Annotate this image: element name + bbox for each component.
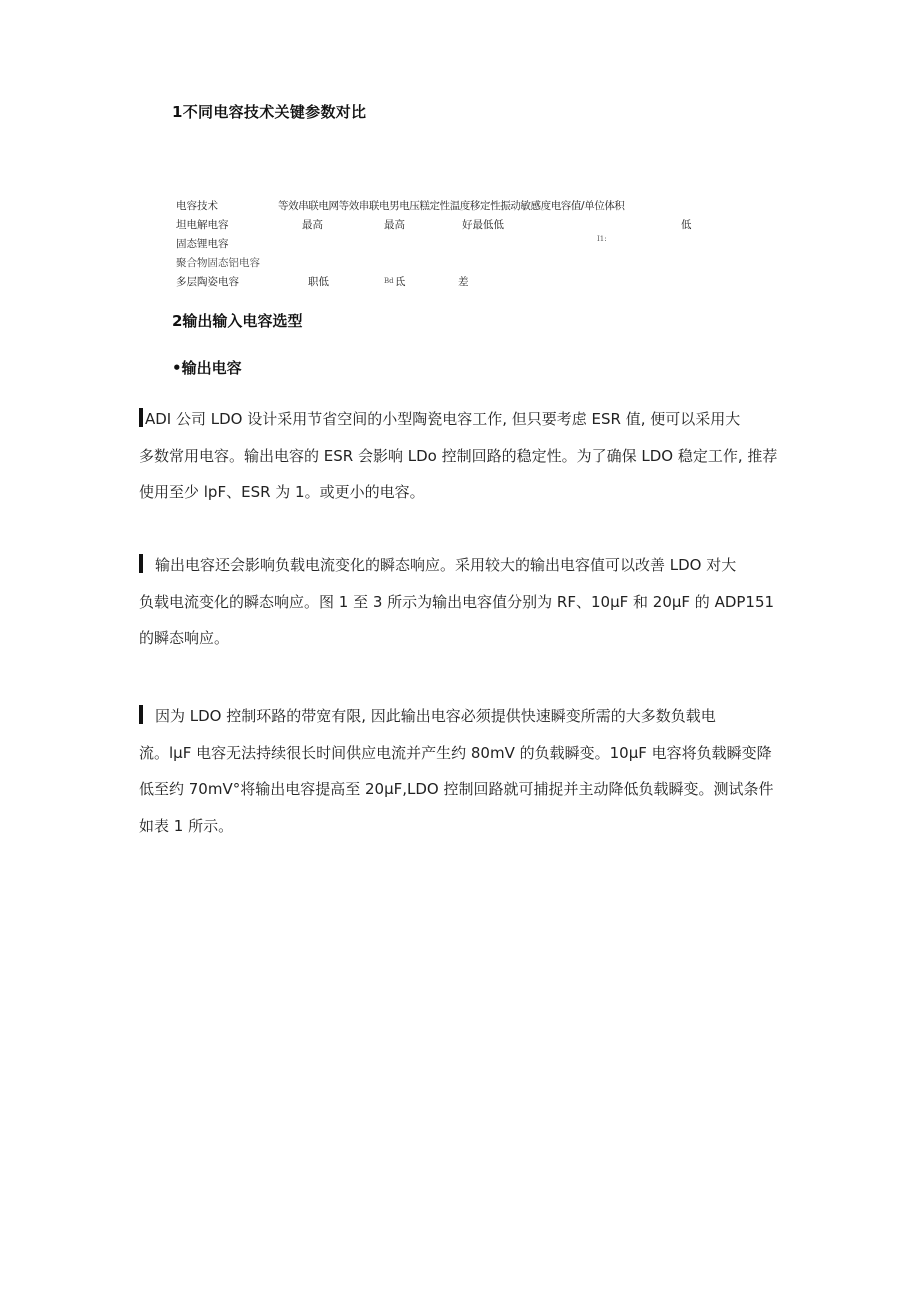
paragraph-line: ADI 公司 LDO 设计采用节省空间的小型陶瓷电容工作, 但只要考虑 ESR 值, 便可以采用大 [145,410,741,428]
paragraph-line: 如表 1 所示。 [139,816,234,835]
paragraph-3 [139,698,784,844]
paragraph-line: 输出电容还会影响负载电流变化的瞬态响应。采用较大的输出电容值可以改善 LDO 对大 [155,556,737,574]
table-header-group: 等效串联电网等效串联电男电压糕定性温度移定性振动敏感度电容值/单位体积 [278,200,625,212]
paragraph-line: 的瞬态响应。 [139,629,230,647]
paragraph-marker [139,705,143,724]
table-note: I1: [597,235,607,243]
table-cell: 氐 [395,276,406,288]
capacitor-comparison-table [176,198,736,293]
paragraph-line: 因为 LDO 控制环路的带宽有限, 因此输出电容必须提供快速瞬变所需的大多数负载电 [155,707,716,725]
table-row-name: 多层陶姿电容 [176,276,239,288]
paragraph-1 [139,401,784,511]
table-row-name: 坦电解电容 [176,219,229,231]
paragraph-line: 负载电流变化的瞬态响应。图 1 至 3 所示为输出电容值分别为 RF、10μF 和 20μF 的 ADP151 [139,592,775,611]
table-row-name: 聚合物固态铝电容 [176,257,260,269]
table-cell: Bd [384,277,394,285]
paragraph-marker [139,554,143,573]
paragraph-line: 低至约 70mV°将输出电容提高至 20μF,LDO 控制回路就可捕捉并主动降低负载瞬变。测试条件 [139,780,774,798]
table-row-name: 固态锂电容 [176,238,229,250]
subsection-title: •输出电容 [172,359,242,377]
table-cell: 最高 [302,219,323,231]
table-cell: 低 [681,219,692,231]
table-header-first: 电容技术 [176,200,218,212]
paragraph-marker [139,408,143,427]
paragraph-line: 流。lμF 电容无法持续很长时间供应电流并产生约 80mV 的负载瞬变。10μF 电容将负载瞬变降 [139,743,772,762]
section-2-title: 2输出输入电容选型 [172,312,303,330]
section-1-title: 1不同电容技术关键参数对比 [172,103,367,121]
paragraph-line: 使用至少 lpF、ESR 为 1。或更小的电容。 [139,483,425,501]
table-cell: 好最低低 [462,219,504,231]
paragraph-line: 多数常用电容。输出电容的 ESR 会影响 LDo 控制回路的稳定性。为了确保 LDO 稳定工作, 推荐 [139,446,778,465]
table-cell: 差 [458,276,469,288]
table-cell: 职低 [308,276,329,288]
paragraph-2 [139,547,784,657]
table-cell: 最高 [384,219,405,231]
